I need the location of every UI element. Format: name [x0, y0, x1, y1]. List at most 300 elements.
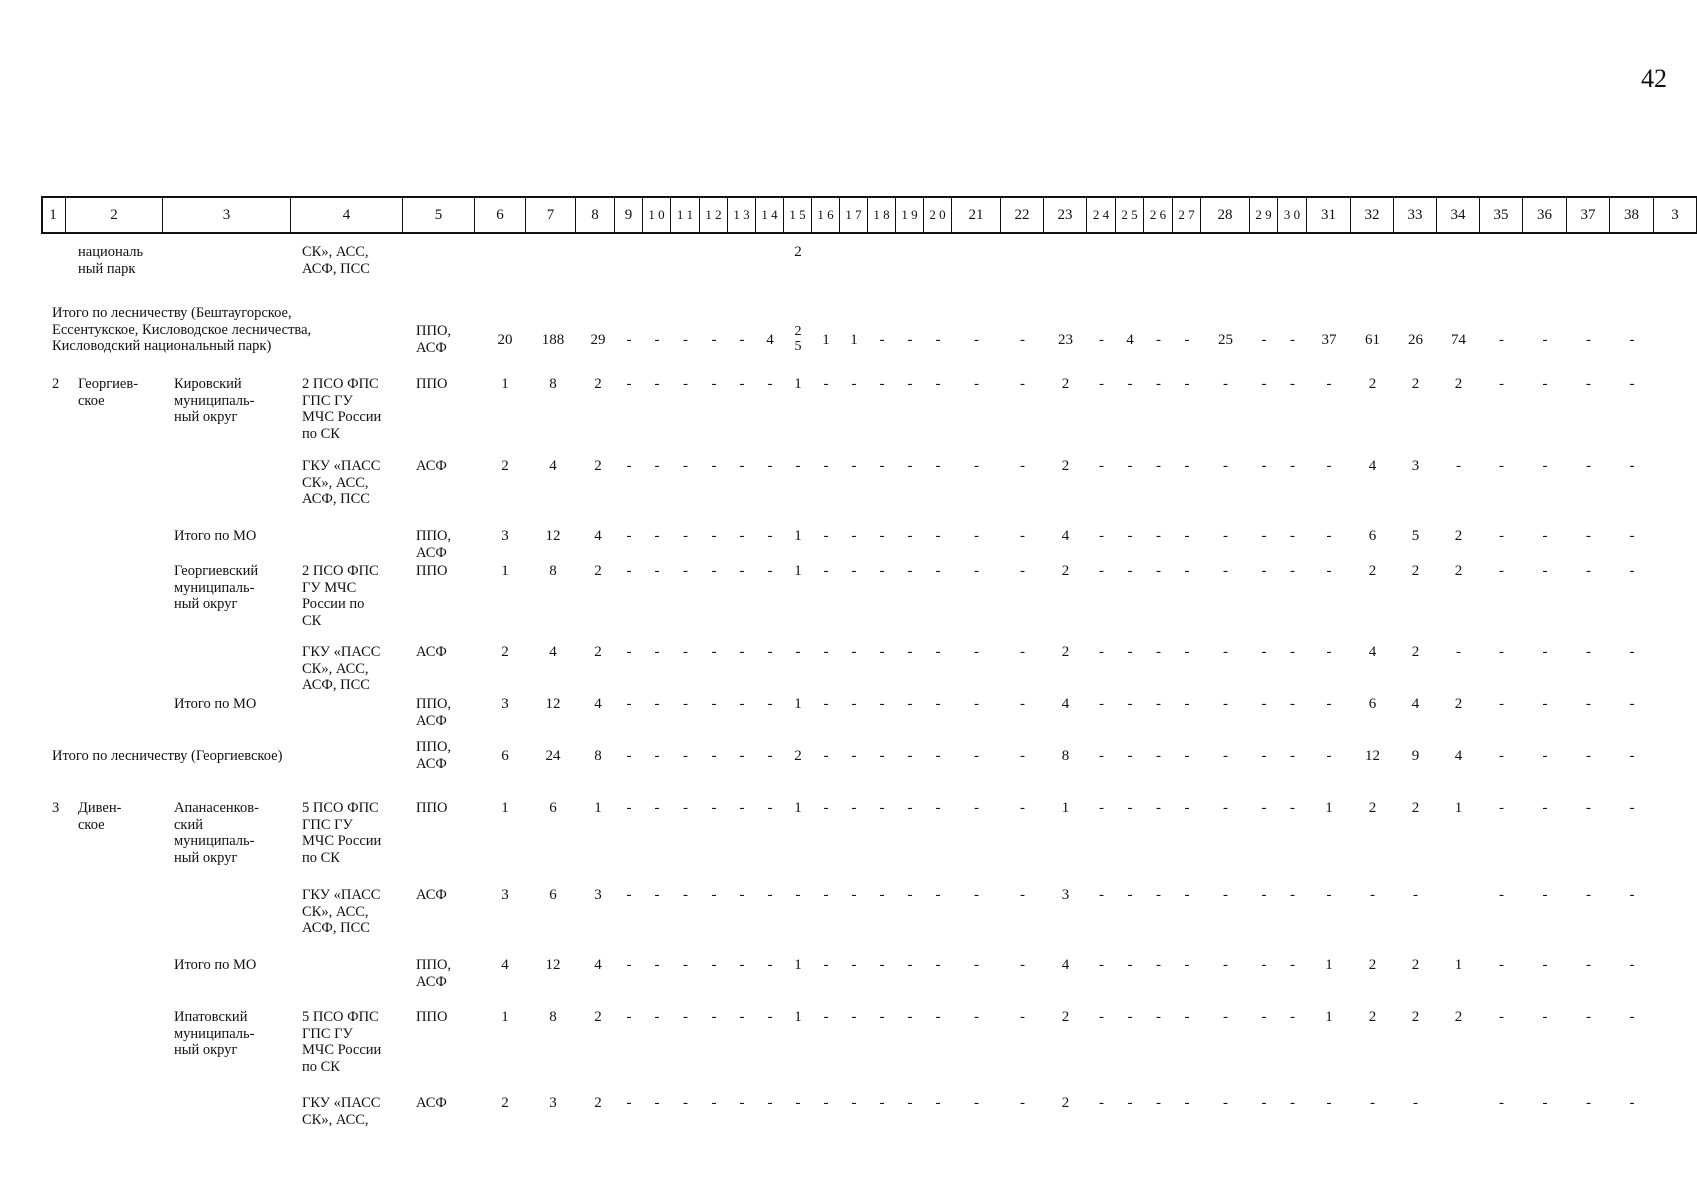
cell-col-30: -: [1290, 563, 1295, 579]
cell-col-20: -: [935, 644, 941, 660]
cell-col-24: -: [1099, 957, 1104, 973]
cell-col-20: -: [935, 563, 941, 579]
cell-col-22: -: [1020, 887, 1025, 903]
cell-col-16: -: [823, 563, 829, 579]
cell-col-36: -: [1542, 528, 1548, 544]
cell-col-19: -: [907, 957, 913, 973]
cell-col-21: -: [974, 748, 979, 764]
cell-col-27: -: [1184, 957, 1190, 973]
cell-col-38: -: [1629, 800, 1635, 816]
cell-col-21: -: [974, 563, 979, 579]
cell-col-13: -: [739, 696, 745, 712]
unit-name: 5 ПСО ФПС ГПС ГУ МЧС России по СК: [302, 800, 382, 866]
cell-col-28: -: [1223, 887, 1228, 903]
cell-col-36: -: [1542, 748, 1548, 764]
cell-col-31: -: [1326, 528, 1332, 544]
cell-col-9: -: [626, 887, 632, 903]
cell-col-32: 2: [1368, 957, 1377, 973]
cell-col-22: -: [1020, 957, 1025, 973]
cell-col-7: 4: [549, 644, 557, 660]
cell-col-14: -: [767, 1095, 773, 1111]
cell-col-25: 4: [1126, 332, 1134, 348]
cell-col-24: -: [1099, 1095, 1104, 1111]
cell-col-23: 2: [1061, 644, 1070, 660]
cell-col-20: -: [935, 332, 941, 348]
cell-col-18: -: [879, 458, 885, 474]
cell-col-14: -: [767, 800, 773, 816]
cell-col-29: -: [1261, 332, 1267, 348]
cell-col-21: -: [974, 376, 979, 392]
cell-col-13: -: [739, 1009, 745, 1025]
cell-col-33: 2: [1411, 957, 1420, 973]
cell-col-10: -: [654, 887, 660, 903]
cell-col-12: -: [711, 528, 717, 544]
cell-col-9: -: [626, 644, 632, 660]
cell-col-6: 3: [501, 696, 509, 712]
cell-col-38: -: [1629, 887, 1635, 903]
cell-col-9: -: [626, 458, 632, 474]
cell-col-19: -: [907, 748, 913, 764]
cell-col-19: -: [907, 800, 913, 816]
cell-col-16: -: [823, 1009, 829, 1025]
cell-col-38: -: [1629, 957, 1635, 973]
cell-col-31: 1: [1325, 957, 1333, 973]
cell-col-24: -: [1099, 887, 1104, 903]
cell-col-31: -: [1326, 696, 1332, 712]
cell-col-32: 4: [1368, 644, 1377, 660]
cell-col-22: -: [1020, 332, 1025, 348]
cell-col-20: -: [935, 376, 941, 392]
cell-col-37: -: [1586, 1095, 1591, 1111]
cell-col-38: -: [1629, 696, 1635, 712]
cell-col-20: -: [935, 800, 941, 816]
cell-col-16: 1: [822, 332, 830, 348]
cell-col-24: -: [1099, 458, 1104, 474]
cell-col-22: -: [1020, 644, 1025, 660]
cell-col-22: -: [1020, 563, 1025, 579]
cell-col-7: 12: [545, 696, 561, 712]
cell-col-11: -: [683, 957, 688, 973]
cell-col-28: -: [1223, 800, 1228, 816]
cell-col-13: -: [739, 887, 745, 903]
cell-col-15: 2: [794, 748, 802, 764]
header-col-27: 2 7: [1173, 198, 1201, 232]
header-col-36: 36: [1523, 198, 1567, 232]
cell-col-36: -: [1542, 957, 1548, 973]
cell-col-30: -: [1290, 376, 1295, 392]
cell-col-26: -: [1156, 887, 1161, 903]
header-col-8: 8: [576, 198, 615, 232]
cell-col-12: -: [711, 696, 717, 712]
cell-col-22: -: [1020, 748, 1025, 764]
cell-col-11: -: [683, 1009, 688, 1025]
cell-col-34: 4: [1454, 748, 1463, 764]
cell-col-25: -: [1127, 458, 1133, 474]
cell-col-16: -: [823, 887, 829, 903]
cell-col-29: -: [1261, 1095, 1267, 1111]
cell-col-27: -: [1184, 800, 1190, 816]
cell-col-31: -: [1326, 563, 1332, 579]
unit-type: ППО, АСФ: [416, 739, 452, 772]
header-col-35: 35: [1480, 198, 1523, 232]
cell-col-31: 1: [1325, 1009, 1333, 1025]
cell-col-17: -: [851, 800, 857, 816]
header-col-9: 9: [615, 198, 643, 232]
cell-col-6: 1: [501, 800, 509, 816]
cell-col-17: -: [851, 887, 857, 903]
cell-col-13: -: [739, 1095, 745, 1111]
cell-col-33: 26: [1408, 332, 1423, 348]
cell-col-34: 2: [1454, 376, 1463, 392]
cell-col-35: -: [1499, 644, 1504, 660]
cell-col-35: -: [1499, 800, 1504, 816]
cell-col-15: 1: [794, 528, 802, 544]
cell-col-34: 1: [1454, 957, 1463, 973]
cell-col-18: -: [879, 644, 885, 660]
header-col-21: 21: [952, 198, 1001, 232]
cell-col-10: -: [654, 696, 660, 712]
header-col-6: 6: [475, 198, 526, 232]
cell-col-33: 2: [1411, 800, 1420, 816]
cell-col-7: 188: [541, 332, 565, 348]
header-col-17: 1 7: [840, 198, 868, 232]
header-col-15: 1 5: [784, 198, 812, 232]
cell-col-8: 2: [594, 1095, 602, 1111]
cell-col-23: 4: [1061, 528, 1070, 544]
cell-col-24: -: [1099, 332, 1104, 348]
cell-col-10: -: [654, 563, 660, 579]
cell-col-33: 5: [1411, 528, 1420, 544]
cell-col-36: -: [1542, 458, 1548, 474]
cell-col-37: -: [1586, 458, 1591, 474]
header-col-23: 23: [1044, 198, 1087, 232]
cell-col-25: -: [1127, 748, 1133, 764]
cell-col-35: -: [1499, 748, 1504, 764]
cell-col-26: -: [1156, 1009, 1161, 1025]
cell-col-28: -: [1223, 528, 1228, 544]
cell-col-36: -: [1542, 887, 1548, 903]
cell-col-17: -: [851, 748, 857, 764]
cell-col-12: -: [711, 800, 717, 816]
cell-col-32: 2: [1368, 800, 1377, 816]
cell-col-23: 1: [1061, 800, 1070, 816]
cell-col-22: -: [1020, 800, 1025, 816]
cell-col-23: 8: [1061, 748, 1070, 764]
cell-col-28: 25: [1218, 332, 1233, 348]
cell-col-8: 4: [594, 957, 602, 973]
cell-col-22: -: [1020, 1095, 1025, 1111]
cell-col-25: -: [1127, 528, 1133, 544]
cell-col-14: -: [767, 458, 773, 474]
cell-col-37: -: [1586, 887, 1591, 903]
cell-col-35: -: [1499, 887, 1504, 903]
cell-col-18: -: [879, 332, 885, 348]
header-col-28: 28: [1201, 198, 1250, 232]
cell-col-7: 8: [549, 376, 557, 392]
municipality: Итого по МО: [174, 528, 257, 544]
cell-col-23: 3: [1061, 887, 1070, 903]
cell-col-13: -: [739, 800, 745, 816]
cell-col-20: -: [935, 887, 941, 903]
cell-col-34: 74: [1451, 332, 1466, 348]
cell-col-32: 6: [1368, 696, 1377, 712]
cell-col-14: -: [767, 748, 773, 764]
cell-col-17: -: [851, 696, 857, 712]
cell-col-12: -: [711, 957, 717, 973]
cell-col-14: -: [767, 696, 773, 712]
cell-col-30: -: [1290, 800, 1295, 816]
cell-col-19: -: [907, 332, 913, 348]
cell-col-13: -: [739, 332, 745, 348]
header-col-10: 1 0: [643, 198, 671, 232]
cell-col-22: -: [1020, 696, 1025, 712]
cell-col-38: -: [1629, 376, 1635, 392]
cell-col-30: -: [1290, 1009, 1295, 1025]
cell-col-34: 2: [1454, 1009, 1463, 1025]
cell-col-29: -: [1261, 376, 1267, 392]
cell-col-18: -: [879, 563, 885, 579]
cell-col-12: -: [711, 332, 717, 348]
cell-col-9: -: [626, 1095, 632, 1111]
unit-type: АСФ: [416, 458, 447, 474]
cell-col-29: -: [1261, 644, 1267, 660]
cell-col-21: -: [974, 332, 979, 348]
cell-col-27: -: [1184, 1009, 1190, 1025]
unit-name: 2 ПСО ФПС ГУ МЧС России по СК: [302, 563, 379, 629]
cell-col-28: -: [1223, 696, 1228, 712]
cell-col-8: 2: [594, 644, 602, 660]
header-col-2: 2: [66, 198, 163, 232]
cell-col-30: -: [1290, 332, 1295, 348]
cell-col-32: 2: [1368, 376, 1377, 392]
cell-col-27: -: [1184, 887, 1190, 903]
cell-col-30: -: [1290, 957, 1295, 973]
cell-col-28: -: [1223, 748, 1228, 764]
cell-col-22: -: [1020, 528, 1025, 544]
cell-col-7: 8: [549, 563, 557, 579]
cell-col-16: -: [823, 696, 829, 712]
cell-col-18: -: [879, 800, 885, 816]
cell-col-33: -: [1413, 887, 1418, 903]
cell-col-8: 2: [594, 1009, 602, 1025]
header-col-31: 31: [1307, 198, 1351, 232]
unit-name: ГКУ «ПАСС СК», АСС, АСФ, ПСС: [302, 887, 381, 936]
cell-col-20: -: [935, 696, 941, 712]
cell-col-19: -: [907, 376, 913, 392]
cell-col-34: 2: [1454, 563, 1463, 579]
cell-col-11: -: [683, 696, 688, 712]
cell-col-23: 4: [1061, 957, 1070, 973]
cell-col-19: -: [907, 1095, 913, 1111]
unit-type: ППО, АСФ: [416, 323, 452, 356]
cell-col-20: -: [935, 748, 941, 764]
cell-col-33: 3: [1411, 458, 1420, 474]
cell-col-28: -: [1223, 1095, 1228, 1111]
cell-col-14: -: [767, 376, 773, 392]
cell-col-32: 2: [1368, 1009, 1377, 1025]
page-number: 42: [1641, 64, 1667, 93]
cell-col-22: -: [1020, 376, 1025, 392]
cell-col-26: -: [1156, 528, 1161, 544]
header-col-26: 2 6: [1144, 198, 1173, 232]
forestry-name: Георгиев- ское: [78, 376, 139, 409]
municipality: Апанасенков- ский муниципаль- ный округ: [174, 800, 259, 866]
cell-col-23: 2: [1061, 563, 1070, 579]
cell-col-17: -: [851, 376, 857, 392]
total-label: Итого по лесничеству (Георгиевское): [52, 748, 283, 764]
cell-col-8: 4: [594, 528, 602, 544]
cell-col-38: -: [1629, 748, 1635, 764]
header-col-32: 32: [1351, 198, 1394, 232]
cell-col-15: 2 5: [794, 324, 802, 354]
cell-col-36: -: [1542, 332, 1548, 348]
header-col-7: 7: [526, 198, 576, 232]
cell-col-11: -: [683, 887, 688, 903]
cell-col-33: 2: [1411, 563, 1420, 579]
cell-col-35: -: [1499, 528, 1504, 544]
cell-col-36: -: [1542, 696, 1548, 712]
cell-col-15: -: [795, 458, 801, 474]
cell-col-11: -: [683, 332, 688, 348]
header-col-3: 3: [163, 198, 291, 232]
cell-col-20: -: [935, 957, 941, 973]
cell-col-15: 1: [794, 376, 802, 392]
unit-type: АСФ: [416, 1095, 447, 1111]
cell-col-6: 3: [501, 887, 509, 903]
cell-col-27: -: [1184, 1095, 1190, 1111]
cell-col-24: -: [1099, 528, 1104, 544]
cell-col-26: -: [1156, 800, 1161, 816]
cell-col-7: 8: [549, 1009, 557, 1025]
cell-col-33: 2: [1411, 1009, 1420, 1025]
cell-col-10: -: [654, 748, 660, 764]
cell-col-30: -: [1290, 644, 1295, 660]
cell-col-21: -: [974, 696, 979, 712]
cell-col-33: -: [1413, 1095, 1418, 1111]
cell-col-25: -: [1127, 800, 1133, 816]
cell-col-35: -: [1499, 563, 1504, 579]
cell-col-6: 6: [501, 748, 509, 764]
cell-col-8: 3: [594, 887, 602, 903]
header-col-1: 1: [41, 198, 66, 232]
cell-col-27: -: [1184, 528, 1190, 544]
unit-type: АСФ: [416, 644, 447, 660]
cell-col-29: -: [1261, 800, 1267, 816]
cell-col-37: -: [1586, 332, 1591, 348]
cell-col-14: -: [767, 1009, 773, 1025]
cell-col-11: -: [683, 376, 688, 392]
cell-col-28: -: [1223, 957, 1228, 973]
unit-type: ППО, АСФ: [416, 957, 452, 990]
cell-col-8: 2: [594, 458, 602, 474]
cell-col-16: -: [823, 458, 829, 474]
cell-col-6: 2: [501, 458, 509, 474]
header-col-29: 2 9: [1250, 198, 1278, 232]
cell-col-13: -: [739, 563, 745, 579]
cell-col-30: -: [1290, 458, 1295, 474]
cell-col-7: 24: [545, 748, 561, 764]
cell-col-16: -: [823, 1095, 829, 1111]
cell-col-17: -: [851, 644, 857, 660]
cell-col-34: -: [1456, 644, 1461, 660]
cell-col-16: -: [823, 748, 829, 764]
cell-col-10: -: [654, 528, 660, 544]
cell-col-10: -: [654, 644, 660, 660]
cell-col-8: 4: [594, 696, 602, 712]
cell-col-33: 2: [1411, 644, 1420, 660]
cell-col-6: 3: [501, 528, 509, 544]
cell-col-8: 2: [594, 376, 602, 392]
cell-col-24: -: [1099, 748, 1104, 764]
cell-col-18: -: [879, 1009, 885, 1025]
cell-col-32: -: [1370, 887, 1375, 903]
cell-col-38: -: [1629, 528, 1635, 544]
cell-col-24: -: [1099, 563, 1104, 579]
unit-name: 2 ПСО ФПС ГПС ГУ МЧС России по СК: [302, 376, 382, 442]
header-col-11: 1 1: [671, 198, 700, 232]
cell-col-25: -: [1127, 1009, 1133, 1025]
cell-col-26: -: [1156, 748, 1161, 764]
municipality: Ипатовский муниципаль- ный округ: [174, 1009, 255, 1058]
unit-name: СК», АСС, АСФ, ПСС: [302, 244, 370, 277]
unit-type: ППО, АСФ: [416, 696, 452, 729]
cell-col-26: -: [1156, 644, 1161, 660]
cell-col-13: -: [739, 748, 745, 764]
cell-col-18: -: [879, 528, 885, 544]
cell-col-21: -: [974, 887, 979, 903]
cell-col-37: -: [1586, 644, 1591, 660]
cell-col-21: -: [974, 800, 979, 816]
unit-name: ГКУ «ПАСС СК», АСС,: [302, 1095, 381, 1128]
cell-col-31: -: [1326, 748, 1332, 764]
cell-col-23: 2: [1061, 1095, 1070, 1111]
unit-type: ППО, АСФ: [416, 528, 452, 561]
cell-col-35: -: [1499, 458, 1504, 474]
cell-col-31: 37: [1321, 332, 1337, 348]
cell-col-16: -: [823, 800, 829, 816]
header-col-37: 37: [1567, 198, 1610, 232]
cell-col-15: 2: [794, 244, 802, 260]
cell-col-29: -: [1261, 528, 1267, 544]
cell-col-22: -: [1020, 1009, 1025, 1025]
cell-col-24: -: [1099, 800, 1104, 816]
cell-col-26: -: [1156, 696, 1161, 712]
cell-col-27: -: [1184, 332, 1190, 348]
cell-col-16: -: [823, 957, 829, 973]
cell-col-29: -: [1261, 458, 1267, 474]
cell-col-29: -: [1261, 957, 1267, 973]
cell-col-26: -: [1156, 957, 1161, 973]
cell-col-13: -: [739, 957, 745, 973]
cell-col-28: -: [1223, 376, 1228, 392]
cell-col-15: -: [795, 644, 801, 660]
cell-col-18: -: [879, 1095, 885, 1111]
forestry-name: националь ный парк: [78, 244, 144, 277]
cell-col-25: -: [1127, 1095, 1133, 1111]
cell-col-10: -: [654, 957, 660, 973]
cell-col-14: -: [767, 887, 773, 903]
cell-col-18: -: [879, 748, 885, 764]
cell-col-31: 1: [1325, 800, 1333, 816]
municipality: Кировский муниципаль- ный округ: [174, 376, 255, 425]
header-col-34: 34: [1437, 198, 1480, 232]
cell-col-30: -: [1290, 1095, 1295, 1111]
cell-col-12: -: [711, 458, 717, 474]
header-col-30: 3 0: [1278, 198, 1307, 232]
cell-col-26: -: [1156, 563, 1161, 579]
cell-col-6: 20: [497, 332, 513, 348]
cell-col-12: -: [711, 748, 717, 764]
